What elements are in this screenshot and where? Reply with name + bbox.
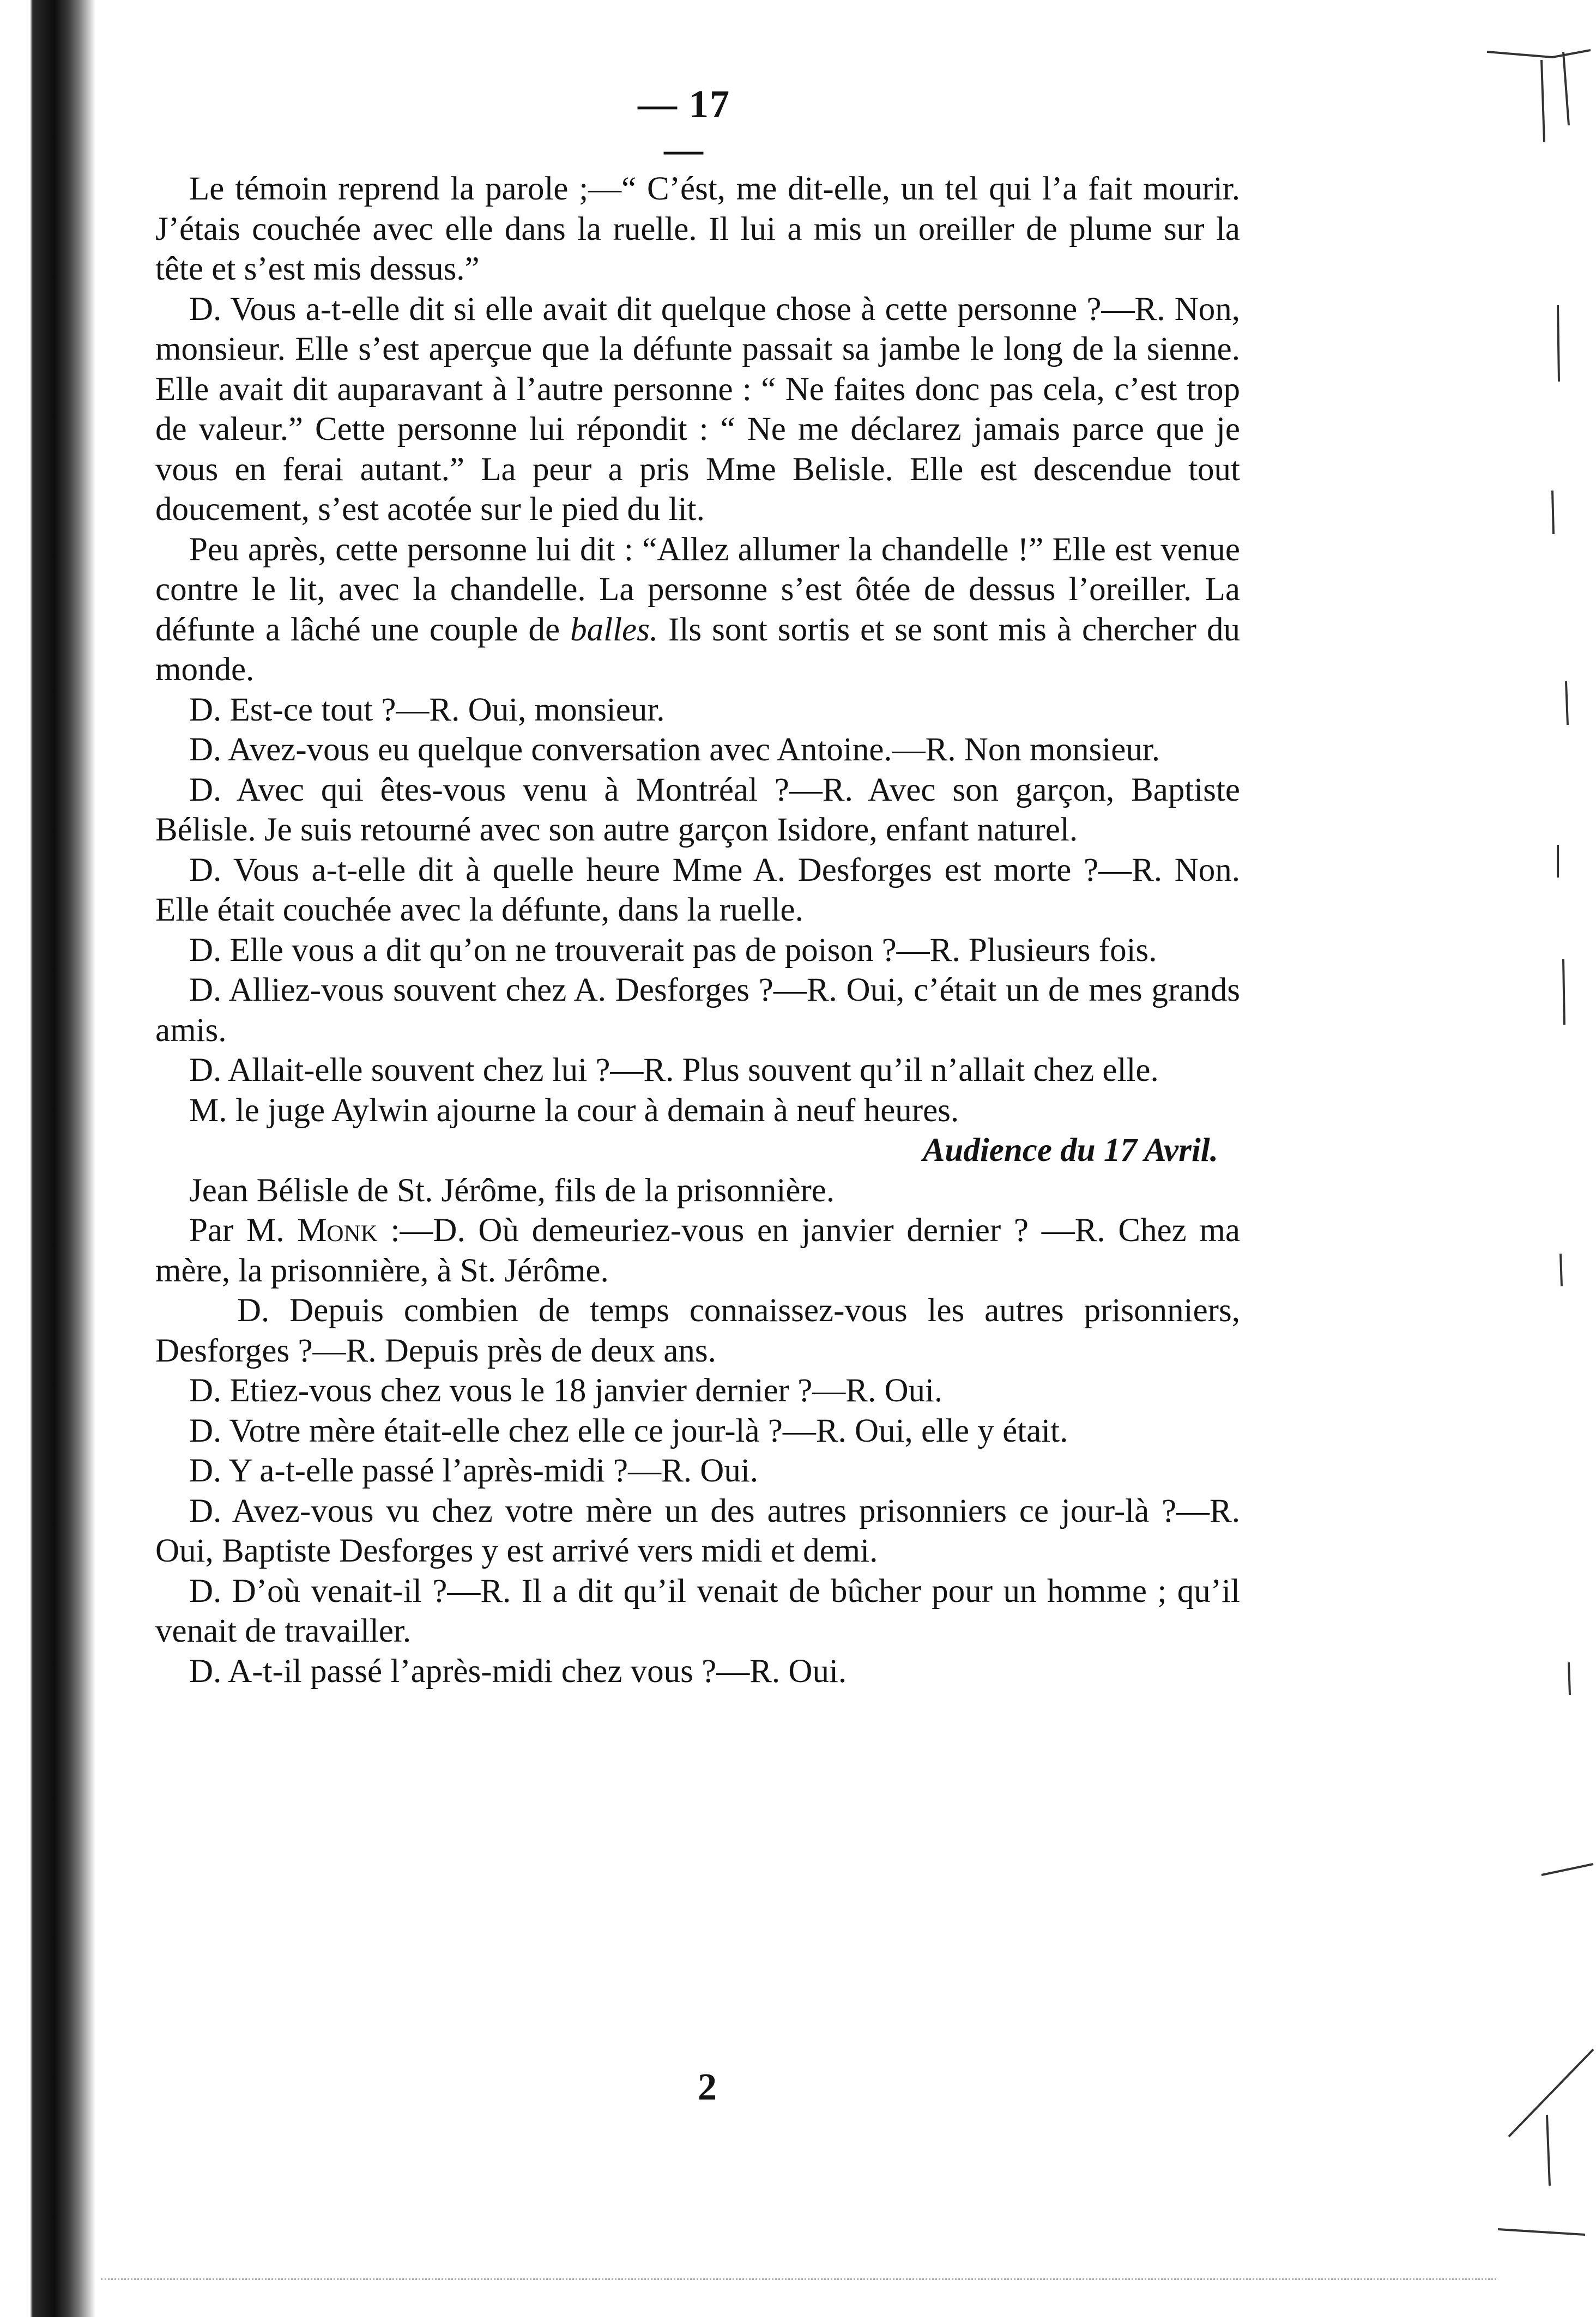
- paragraph: D. Allait-elle souvent chez lui ?—R. Plus souvent qu’il n’allait chez elle.: [189, 1052, 1159, 1088]
- paragraph: D. Alliez-vous souvent chez A. Desforges ?—R. Oui, c’était un de mes grands amis.: [155, 972, 1240, 1049]
- paragraph: D. A-t-il passé l’après-midi chez vous ?—R. Oui.: [189, 1653, 847, 1690]
- paragraph-text: Ils sont sortis et se sont mis à chercher du monde.: [155, 611, 1241, 688]
- page-binding-shadow: [0, 0, 95, 2317]
- paragraph: [155, 530, 1240, 690]
- paragraph: D. Y a-t-elle passé l’après-midi ?—R. Oui.: [189, 1453, 759, 1489]
- italic-term: balles.: [570, 611, 658, 648]
- paragraph-text: Par M.: [189, 1212, 298, 1249]
- page-body: [155, 169, 1240, 1691]
- session-heading: Audience du 17 Avril.: [922, 1132, 1218, 1169]
- paragraph: D. Vous a-t-elle dit à quelle heure Mme A. Desforges est morte ?—R. Non. Elle était couchée avec la défunte, dans la ruelle.: [155, 851, 1240, 928]
- paragraph: D. Etiez-vous chez vous le 18 janvier dernier ?—R. Oui.: [189, 1372, 943, 1409]
- paragraph: D. Vous a-t-elle dit si elle avait dit quelque chose à cette personne ?—R. Non, monsieur. Elle s’est aperçue que la défunte passait sa jambe le long de la sienne. Elle avait dit auparavant à l’autre personne : “ Ne faites donc pas cela, c’est trop de valeur.” Cette personne lui répondit : “ Ne me déclarez jamais parce que je vous en ferai autant.” La peur a pris Mme Belisle. Elle est descendue tout doucement, s’est acotée sur le pied du lit.: [155, 291, 1240, 528]
- paragraph: D. Avez-vous vu chez votre mère un des autres prisonniers ce jour-là ?—R. Oui, Baptiste Desforges y est arrivé vers midi et demi.: [155, 1492, 1240, 1569]
- paragraph-text: D. Où demeuriez-vous en janvier dernier ? —R. Chez ma mère, la prisonnière, à St. Jérôme.: [155, 1212, 1240, 1289]
- paragraph: D. Elle vous a dit qu’on ne trouverait pas de poison ?—R. Plusieurs fois.: [189, 931, 1157, 969]
- examiner-name: Monk: [297, 1212, 378, 1249]
- paragraph: D. Avec qui êtes-vous venu à Montréal ?—R. Avec son garçon, Baptiste Bélisle. Je suis retourné avec son autre garçon Isidore, enfant naturel.: [155, 771, 1240, 848]
- paragraph: [155, 1211, 1240, 1291]
- paragraph: D. Avez-vous eu quelque conversation avec Antoine.—R. Non monsieur.: [189, 731, 1160, 768]
- paragraph-text: :—: [377, 1212, 433, 1249]
- paragraph-text: Peu après, cette personne lui dit : “Allez allumer la chandelle !” Elle est venue contre le lit, avec la chandelle. La personne s’est ôtée de dessus l’oreiller. La défunte a lâché une couple de: [155, 531, 1240, 648]
- paragraph: M. le juge Aylwin ajourne la cour à demain à neuf heures.: [189, 1092, 959, 1129]
- paragraph: D. Depuis combien de temps connaissez-vous les autres prisonniers, Desforges ?—R. Depuis près de deux ans.: [155, 1292, 1240, 1369]
- paragraph: D. Votre mère était-elle chez elle ce jour-là ?—R. Oui, elle y était.: [189, 1412, 1068, 1449]
- page-number: — 17 —: [638, 82, 730, 171]
- signature-mark: 2: [698, 2066, 717, 2108]
- scan-margin-noise: [1476, 0, 1596, 2317]
- paragraph: D. D’où venait-il ?—R. Il a dit qu’il venait de bûcher pour un homme ; qu’il venait de travailler.: [155, 1572, 1240, 1649]
- paragraph: D. Est-ce tout ?—R. Oui, monsieur.: [189, 691, 665, 728]
- paragraph: Jean Bélisle de St. Jérôme, fils de la prisonnière.: [189, 1172, 835, 1209]
- scan-bottom-edge: [101, 2278, 1496, 2282]
- paragraph: Le témoin reprend la parole ;—“ C’ést, me dit-elle, un tel qui l’a fait mourir. J’étais couchée avec elle dans la ruelle. Il lui a mis un oreiller de plume sur la tête et s’est mis dessus.”: [155, 171, 1240, 287]
